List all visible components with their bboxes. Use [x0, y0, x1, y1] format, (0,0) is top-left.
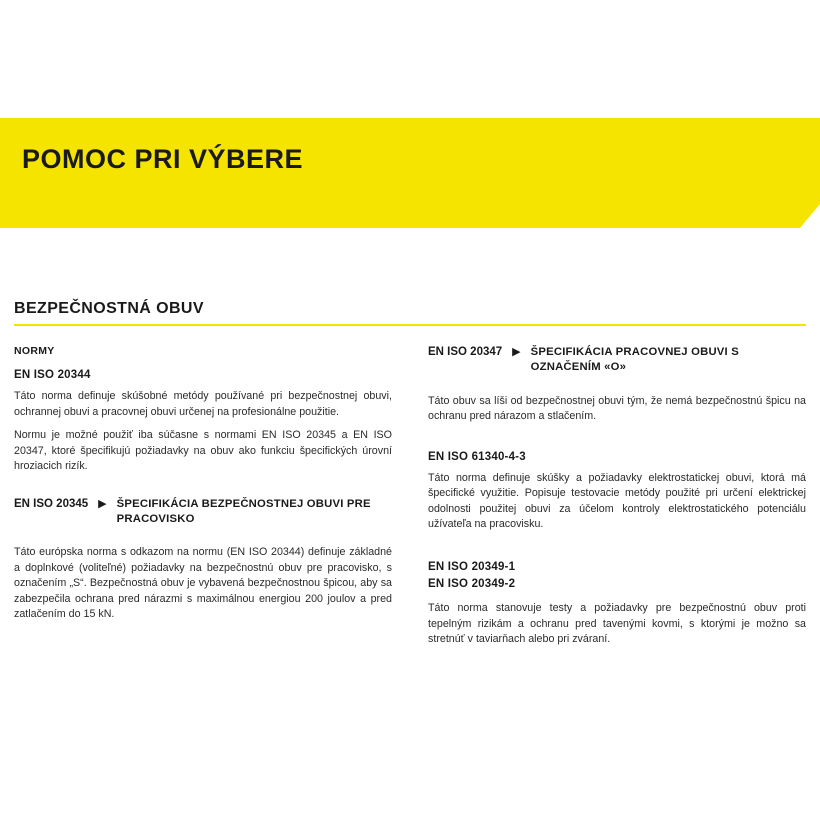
standard-spec-row — [14, 497, 392, 528]
standard-block-20347 — [428, 345, 806, 425]
standard-paragraph: Táto norma definuje skúšky a požiadavky elektrostatickej obuvi, ktorá má špecifické využitie. Popisuje testovacie metódy použité pri určení elektrickej odolnosti použitej obuvi za účelom kontroly elektrostatického potenciálu užívateľa na pracovisku. — [428, 471, 806, 531]
standard-code: EN ISO 61340-4-3 — [428, 450, 526, 463]
standard-code: EN ISO 20344 — [14, 369, 91, 381]
standard-code-secondary: EN ISO 20349-2 — [428, 577, 516, 590]
standard-block-61340 — [428, 451, 806, 533]
standard-block-20345 — [14, 497, 392, 623]
standard-code: EN ISO 20347 — [428, 346, 503, 358]
section-divider — [14, 324, 806, 326]
section-heading — [14, 300, 806, 326]
standard-spec-row — [428, 345, 806, 376]
right-column — [428, 345, 806, 664]
standard-paragraph: Táto európska norma s odkazom na normu (EN ISO 20344) definuje základné a doplnkové (voliteľné) požiadavky na bezpečnostnú obuv pre pracovisko, s označením „S“. Bezpečnostná obuv je vybavená bezpečnostnou špicou, aby sa zabezpečila ochrana pred nárazmi s maximálnou energiou 200 joulov a pred zatlačením do 15 kN. — [14, 546, 392, 621]
standard-paragraph: Táto norma stanovuje testy a požiadavky pre bezpečnostnú obuv proti tepelným rizikám a ochranu pred tavenými kovmi, s ktorými je možno sa stretnúť v taviarňach alebo pri zváraní. — [428, 602, 806, 646]
triangle-right-icon: ▶ — [512, 346, 521, 358]
section-title: BEZPEČNOSTNÁ OBUV — [14, 300, 204, 317]
content-columns — [14, 345, 806, 664]
standard-block-20344 — [14, 369, 392, 475]
standard-paragraph: Táto norma definuje skúšobné metódy používané pri bezpečnostnej obuvi, ochrannej obuvi a pracovnej obuvi určenej na profesionálne použitie. — [14, 390, 392, 418]
standard-block-20349 — [428, 559, 806, 648]
standard-code: EN ISO 20345 — [14, 497, 89, 510]
header-banner — [0, 118, 820, 228]
page-title: POMOC PRI VÝBERE — [22, 144, 304, 174]
standard-paragraph: Táto obuv sa líši od bezpečnostnej obuvi tým, že nemá bezpečnostnú špicu na ochranu pred nárazom a stlačením. — [428, 394, 806, 423]
standard-spec-title: ŠPECIFIKÁCIA BEZPEČNOSTNEJ OBUVI PRE PRACOVISKO — [116, 497, 371, 525]
standard-paragraph: Normu je možné použiť iba súčasne s normami EN ISO 20345 a EN ISO 20347, ktoré špecifikujú požiadavky na obuv ako funkciu špecifických úrovní hroziacich rizík. — [14, 429, 392, 473]
triangle-right-icon: ▶ — [98, 497, 107, 510]
standard-spec-title: ŠPECIFIKÁCIA PRACOVNEJ OBUVI S OZNAČENÍM «O» — [530, 346, 739, 374]
standard-code: EN ISO 20349-1 — [428, 560, 516, 573]
normy-label: NORMY — [14, 345, 55, 357]
left-column — [14, 345, 392, 664]
